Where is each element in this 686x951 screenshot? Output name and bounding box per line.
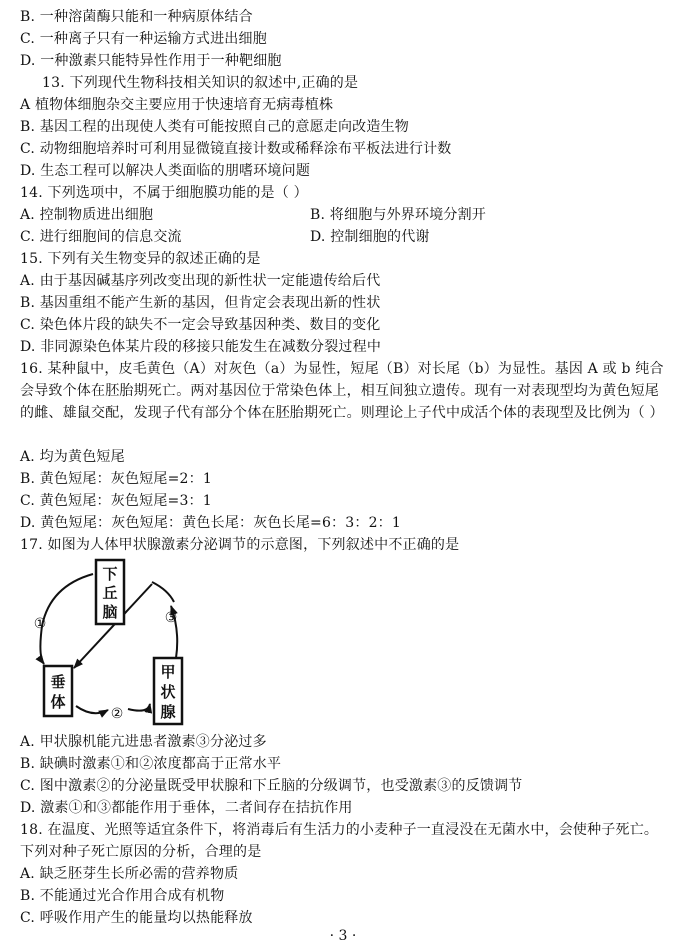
hypothalamus-char-2: 丘 <box>102 584 118 602</box>
thyroid-char-2: 状 <box>160 683 176 701</box>
thyroid-char-1: 甲 <box>160 663 176 681</box>
arrow-hypothalamus-to-pituitary <box>40 574 93 664</box>
pituitary-char-1: 垂 <box>50 673 66 691</box>
q15-option-b: B. 基因重组不能产生新的基因，但肯定会表现出新的性状 <box>20 295 381 311</box>
q17-stem: 17. 如图为人体甲状腺激素分泌调节的示意图，下列叙述中不正确的是 <box>20 537 460 553</box>
q14-option-b: B. 将细胞与外界环境分割开 <box>310 207 486 223</box>
hypothalamus-char-1: 下 <box>102 565 118 583</box>
option-prev-d: D. 一种激素只能特异性作用于一种靶细胞 <box>20 53 282 69</box>
q17-option-d: D. 激素①和③都能作用于垂体，二者间存在拮抗作用 <box>20 800 353 816</box>
q14-option-d: D. 控制细胞的代谢 <box>310 229 430 245</box>
q16-option-c: C. 黄色短尾：灰色短尾=3：1 <box>20 493 212 509</box>
option-prev-b: B. 一种溶菌酶只能和一种病原体结合 <box>20 9 253 25</box>
q14-option-c: C. 进行细胞间的信息交流 <box>20 229 182 245</box>
page-number: · 3 · <box>329 928 357 944</box>
q13-option-d: D. 生态工程可以解决人类面临的朋嗜环境问题 <box>20 163 311 179</box>
arrow-pituitary-to-thyroid-a <box>76 706 108 713</box>
arrow-pituitary-to-thyroid-b <box>128 704 150 711</box>
q13-option-c: C. 动物细胞培养时可利用显微镜直接计数或稀释涂布平板法进行计数 <box>20 141 452 157</box>
q13-option-a: A 植物体细胞杂交主要应用于快速培育无病毒植株 <box>20 97 334 113</box>
q18-option-c: C. 呼吸作用产生的能量均以热能释放 <box>20 910 253 926</box>
q17-option-b: B. 缺碘时激素①和②浓度都高于正常水平 <box>20 756 282 772</box>
q18-option-a: A. 缺乏胚芽生长所必需的营养物质 <box>20 866 239 882</box>
q13-option-b: B. 基因工程的出现使人类有可能按照自己的意愿走向改造生物 <box>20 119 409 135</box>
q16-option-a: A. 均为黄色短尾 <box>20 449 125 465</box>
q16-stem: 16. 某种鼠中，皮毛黄色（A）对灰色（a）为显性，短尾（B）对长尾（b）为显性。基因 A 或 b 纯合会导致个体在胚胎期死亡。两对基因位于常染色体上，相互间独立遗传。现有一对表现型均为黄色短尾的雌、雄鼠交配，发现子代有部分个体在胚胎期死亡。则理论上子代中成活个体的表现型及比例为（ ） <box>20 361 664 421</box>
q17-option-c: C. 图中激素②的分泌量既受甲状腺和下丘脑的分级调节，也受激素③的反馈调节 <box>20 778 523 794</box>
q18-option-b: B. 不能通过光合作用合成有机物 <box>20 888 225 904</box>
q13-stem: 13. 下列现代生物科技相关知识的叙述中,正确的是 <box>42 75 359 91</box>
q16-option-d: D. 黄色短尾：灰色短尾：黄色长尾：灰色长尾=6：3：2：1 <box>20 515 401 531</box>
q15-option-d: D. 非同源染色体某片段的移接只能发生在减数分裂过程中 <box>20 339 382 355</box>
label-hormone-3: ③ <box>164 610 178 626</box>
option-prev-c: C. 一种离子只有一种运输方式进出细胞 <box>20 31 267 47</box>
hypothalamus-char-3: 脑 <box>102 603 118 621</box>
q14-option-a: A. 控制物质进出细胞 <box>20 207 154 223</box>
thyroid-char-3: 腺 <box>160 703 176 721</box>
q15-stem: 15. 下列有关生物变异的叙述正确的是 <box>20 251 261 267</box>
q14-stem: 14. 下列选项中，不属于细胞膜功能的是（ ） <box>20 185 308 201</box>
q16-option-b: B. 黄色短尾：灰色短尾=2：1 <box>20 471 212 487</box>
label-hormone-1: ① <box>33 616 47 632</box>
q17-option-a: A. 甲状腺机能亢进患者激素③分泌过多 <box>20 734 267 750</box>
thyroid-regulation-diagram <box>18 556 218 726</box>
q15-option-c: C. 染色体片段的缺失不一定会导致基因种类、数目的变化 <box>20 317 381 333</box>
q15-option-a: A. 由于基因碱基序列改变出现的新性状一定能遗传给后代 <box>20 273 381 289</box>
q18-stem: 18. 在温度、光照等适宜条件下，将消毒后有生活力的小麦种子一直浸没在无菌水中，会使种子死亡。下列对种子死亡原因的分析，合理的是 <box>20 822 659 860</box>
label-hormone-2: ② <box>110 706 124 722</box>
arrow-hypothalamus-edge <box>152 582 174 602</box>
pituitary-char-2: 体 <box>50 693 66 711</box>
